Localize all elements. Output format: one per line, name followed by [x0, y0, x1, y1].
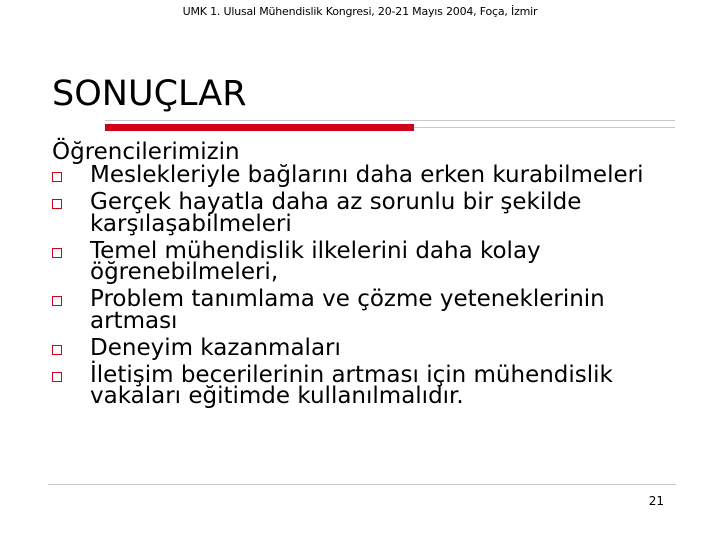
list-item-text: Gerçek hayatla daha az sorunlu bir şekilde karşılaşabilmeleri — [90, 188, 582, 237]
footer-divider — [48, 484, 676, 485]
hollow-square-icon — [52, 172, 62, 182]
slide-header: UMK 1. Ulusal Mühendislik Kongresi, 20-21 Mayıs 2004, Foça, İzmir — [182, 5, 538, 18]
list-item-text: Problem tanımlama ve çözme yeteneklerinin artması — [90, 286, 605, 334]
hollow-square-icon — [52, 199, 62, 209]
list-item — [52, 188, 692, 237]
lead-text: Öğrencilerimizin — [52, 139, 240, 165]
list-item-text: Deneyim kazanmaları — [90, 334, 341, 361]
list-item-text: İletişim becerilerinin artması için mühendislik vakaları eğitimde kullanılmalıdır. — [90, 361, 613, 410]
list-item-text: Meslekleriyle bağlarını daha erken kurabilmeleri — [90, 162, 644, 188]
list-item — [52, 286, 692, 334]
title-divider-thin — [414, 127, 675, 128]
hollow-square-icon — [52, 345, 62, 355]
slide-content — [52, 140, 692, 413]
page-number: 21 — [648, 494, 664, 508]
slide-title: SONUÇLAR — [52, 74, 247, 114]
bullet-list — [52, 162, 692, 410]
title-divider-accent — [105, 124, 414, 131]
list-item — [52, 237, 692, 286]
list-item-text: Temel mühendislik ilkelerini daha kolay öğrenebilmeleri, — [90, 237, 541, 286]
list-item — [52, 162, 692, 188]
title-divider-thin-top — [105, 120, 675, 121]
list-item — [52, 334, 692, 361]
hollow-square-icon — [52, 296, 62, 306]
list-item — [52, 361, 692, 410]
hollow-square-icon — [52, 372, 62, 382]
hollow-square-icon — [52, 248, 62, 258]
